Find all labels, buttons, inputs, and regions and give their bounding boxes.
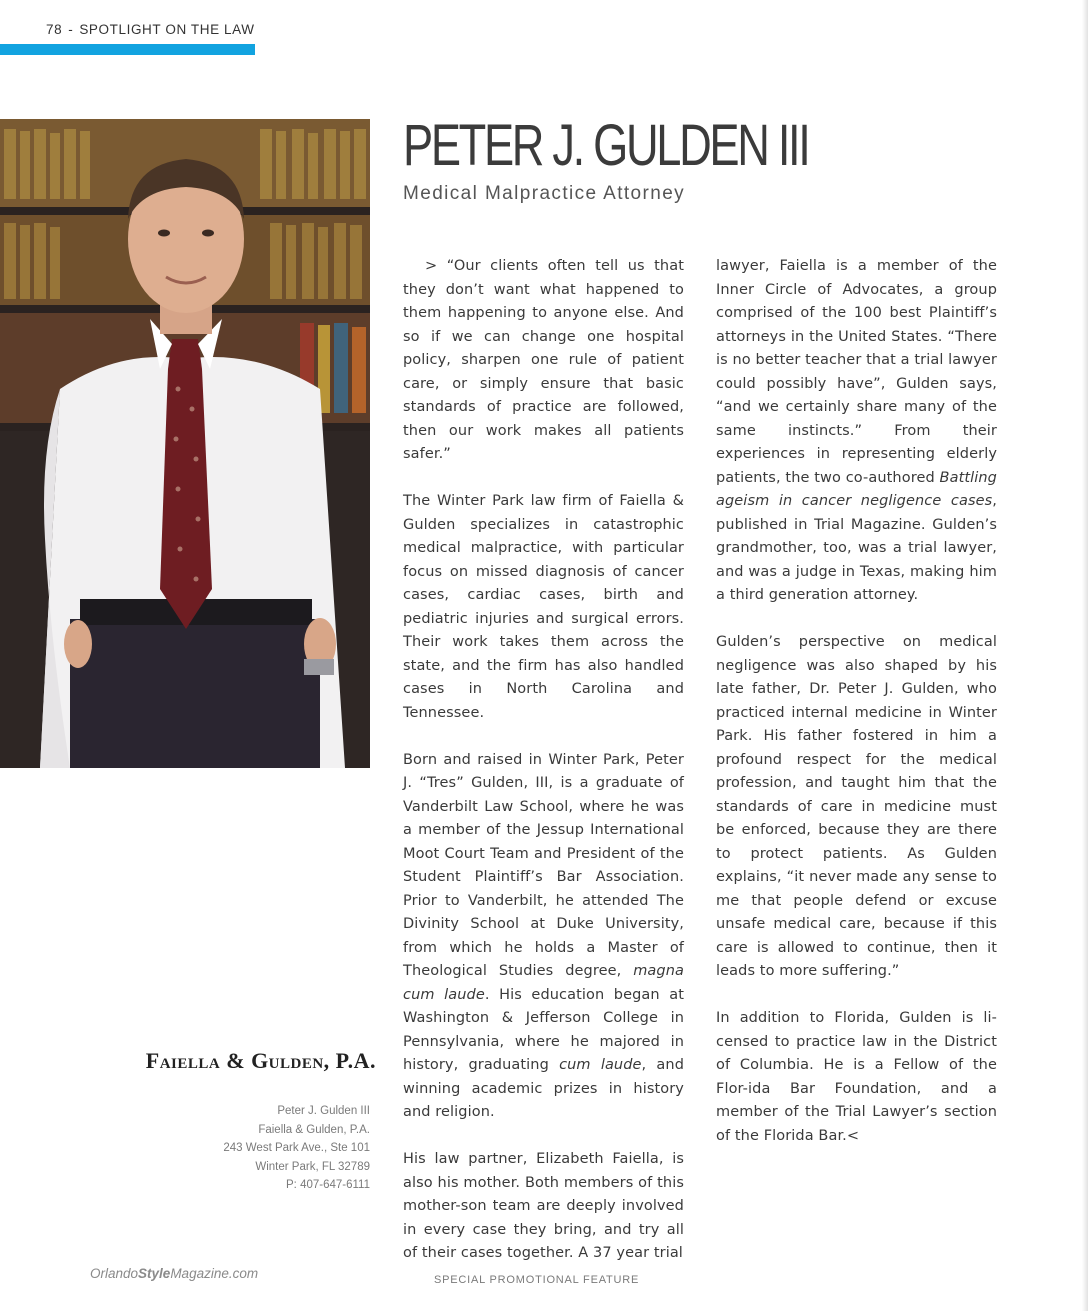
header-separator: - [68,22,74,37]
firm-contact-block [170,1102,370,1195]
header-accent-bar [0,44,255,55]
contact-address: 243 West Park Ave., Ste 101 [223,1142,370,1154]
contact-firm: Faiella & Gulden, P.A. [258,1123,370,1136]
contact-phone: P: 407-647-6111 [286,1179,370,1191]
page-number: 78 [46,22,63,37]
page-edge-shadow [1082,0,1088,1311]
attorney-title: Medical Malpractice Attorney [403,183,686,204]
article-paragraph: Gulden’s perspective on medical negligence was also shaped by his late father, Dr. Peter J. Gulden, who practiced internal medicine in Winter Park. His father fostered in him a profound respect for the medical profession, and taught him that the standards of care in medicine must be enforced, because they are there to protect patients. As Gulden explains, “it never made any sense to me that people defend or excuse unsafe medical care, because if this care is allowed to continue, then it leads to more suffering.” [716,634,997,979]
article-column-1 [403,255,684,1289]
section-title: SPOTLIGHT ON THE LAW [79,22,255,37]
footer-website [90,1266,258,1281]
firm-logo: Faiella & Gulden, P.A. [145,1048,376,1073]
paragraph-text: Born and raised in Winter Park, Peter J. “Tres” Gulden, III, is a graduate of Vanderbilt Law School, where he was a member of the Jessup International Moot Court Team and President of the Student Plaintiff’s Bar Association. Prior to Vanderbilt, he attended The Divinity School at Duke University, from which he holds a Master of Theological Studies degree, [403,751,684,979]
article-column-2 [716,255,997,1172]
article-paragraph: His law partner, Elizabeth Faiella, is also his mother. Both members of this mother-son team are deeply involved in every case they bring, and try all of their cases together. A 37 year trial [403,1151,684,1261]
footer-website-part: Orlando [90,1266,139,1281]
paragraph-text: , and winning academic prizes in history and religion. [403,1057,685,1120]
attorney-portrait-photo [0,119,370,768]
article-paragraph: The Winter Park law firm of Faiella & Gulden specializes in catastrophic medical malpractice, with particular focus on missed diagnosis of cancer cases, cardiac cases, birth and pediatric injuries and surgical errors. Their work takes them across the state, and the firm has also handled cases in North Carolina and Tennessee. [403,493,684,721]
article-paragraph [716,255,997,608]
attorney-name: PETER J. GULDEN III [403,113,809,178]
paragraph-italic-text: Battling ageism in cancer negligence cases [716,469,997,509]
contact-city: Winter Park, FL 32789 [255,1160,370,1173]
article-paragraph: > “Our clients often tell us that they don’t want what happened to them happening to anyone else. And so if we can change one hospital policy, sharpen one rule of patient care, or simply ensure that basic standards of practice are followed, then our work makes all patients safer.” [403,258,684,462]
footer-website-part: Magazine.com [170,1266,259,1281]
paragraph-text: lawyer, Faiella is a member of the Inner Circle of Advocates, a group comprised of the 100 best Plaintiff’s attorneys in the United States. “There is no better teacher that a trial lawyer could possibly have”, Gulden says, “and we certainly share many of the same instincts.” From their experiences in representing elderly patients, the two co-authored [716,258,997,486]
page-header [46,22,255,37]
contact-name: Peter J. Gulden III [277,1105,370,1117]
footer-feature-label: SPECIAL PROMOTIONAL FEATURE [434,1274,640,1286]
footer-website-part: Style [138,1266,171,1281]
paragraph-text: , published in Trial Magazine. Gulden’s grandmother, too, was a trial lawyer, and was a judge in Texas, making him a third generation attorney. [716,493,997,603]
article-paragraph [403,749,684,1125]
paragraph-italic-text: magna cum laude [403,963,684,1003]
article-paragraph: In addition to Florida, Gulden is li-censed to practice law in the District of Columbia. He is a Fellow of the Flor-ida Bar Foundation, and a member of the Trial Lawyer’s section of the Florida Bar.< [716,1010,997,1144]
paragraph-text: . His education began at Washington & Jefferson College in Pennsylvania, where he majored in history, graduating [403,986,685,1073]
paragraph-italic-text: cum laude [559,1057,642,1073]
